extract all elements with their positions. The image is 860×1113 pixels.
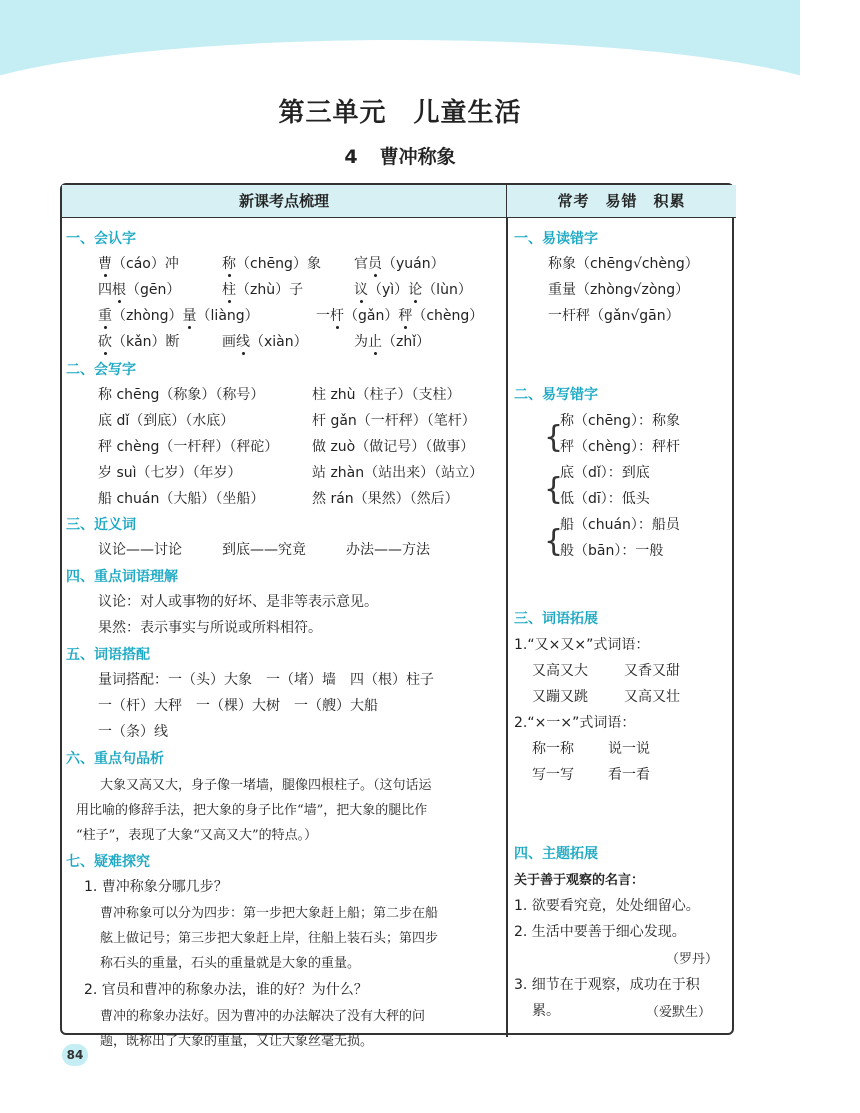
answer-line: 舷上做记号；第三步把大象赶上岸，往船上装石头；第四步: [100, 931, 439, 946]
quotes-subtitle: 关于善于观察的名言：: [514, 873, 645, 888]
word-item: 称一称: [532, 741, 574, 757]
section-title: 六、重点句品析: [66, 751, 164, 767]
definition-line: 果然：表示事实与所说或所料相符。: [98, 620, 322, 636]
writing-item: 岁 suì（七岁）（年岁）: [98, 465, 242, 481]
quote-line: 3. 细节在于观察，成功在于积: [514, 977, 700, 993]
section-title: 四、主题拓展: [514, 846, 598, 862]
synonym-pair: 办法——方法: [346, 542, 430, 558]
misread-item: 重量（zhòng√zòng）: [548, 282, 690, 298]
vocab-item: 议（yì）论（lùn）: [354, 282, 472, 298]
writing-item: 然 rán（果然）（然后）: [312, 491, 459, 507]
page-number: 84: [62, 1044, 88, 1066]
word-item: 又香又甜: [624, 663, 680, 679]
analysis-line: “柱子”，表现了大象“又高又大”的特点。）: [76, 828, 318, 843]
right-column: [508, 217, 734, 1037]
vocab-item: 称（chēng）象: [222, 256, 321, 272]
word-item: 又蹦又跳: [532, 689, 588, 705]
answer-line: 题，既称出了大象的重量，又让大象丝毫无损。: [100, 1034, 374, 1049]
vocab-item: 为止（zhǐ）: [354, 334, 431, 350]
question: 2. 官员和曹冲的称象办法，谁的好？为什么？: [84, 982, 368, 998]
analysis-line: 大象又高又大，身子像一堵墙，腿像四根柱子。（这句话运: [100, 778, 432, 793]
misread-item: 一杆秤（gǎn√gān）: [548, 308, 680, 324]
section-title: 三、近义词: [66, 517, 136, 533]
vocab-item: 官员（yuán）: [354, 256, 445, 272]
left-column-header: 新课考点梳理: [62, 185, 507, 218]
writing-item: 杆 gǎn（一杆秤）（笔杆）: [312, 413, 476, 429]
question: 1. 曹冲称象分哪几步？: [84, 879, 228, 895]
lesson-number: 4: [344, 146, 358, 168]
answer-line: 曹冲的称象办法好。因为曹冲的办法解决了没有大秤的问: [100, 1009, 426, 1024]
writing-item: 船 chuán（大船）（坐船）: [98, 491, 265, 507]
synonym-pair: 到底——究竟: [222, 542, 306, 558]
miswrite-item: 低（dī）：低头: [560, 491, 650, 507]
section-title: 二、会写字: [66, 362, 136, 378]
section-title: 一、易读错字: [514, 231, 598, 247]
answer-line: 称石头的重量，石头的重量就是大象的重量。: [100, 956, 361, 971]
writing-item: 站 zhàn（站出来）（站立）: [312, 465, 484, 481]
lesson-title: [0, 142, 800, 169]
brace: {: [544, 420, 564, 455]
section-title: 一、会认字: [66, 231, 136, 247]
quote-line: 1. 欲要看究竟，处处细留心。: [514, 898, 700, 914]
synonym-pair: 议论——讨论: [98, 542, 182, 558]
section-title: 五、词语搭配: [66, 647, 150, 663]
content-frame: [60, 183, 734, 1049]
miswrite-item: 秤（chèng）：秤杆: [560, 439, 680, 455]
vocab-item: 砍（kǎn）断: [98, 334, 180, 350]
answer-line: 曹冲称象可以分为四步：第一步把大象赶上船；第二步在船: [100, 906, 439, 921]
pattern-heading: 1.“又×又×”式词语：: [514, 637, 650, 653]
section-title: 三、词语拓展: [514, 611, 598, 627]
brace: {: [544, 524, 564, 559]
word-item: 说一说: [608, 741, 650, 757]
brace: {: [544, 472, 564, 507]
vocab-item: 曹（cáo）冲: [98, 256, 179, 272]
pattern-heading: 2.“×一×”式词语：: [514, 715, 636, 731]
miswrite-item: 船（chuán）：船员: [560, 517, 680, 533]
writing-item: 底 dǐ（到底）（水底）: [98, 413, 235, 429]
lesson-name: 曹冲称象: [379, 146, 456, 168]
left-column: [62, 217, 506, 1049]
vocab-item: 画线（xiàn）: [222, 334, 308, 350]
writing-item: 秤 chèng（一杆秤）（秤砣）: [98, 439, 279, 455]
vocab-item: 四根（gēn）: [98, 282, 181, 298]
miswrite-item: 般（bān）：一般: [560, 543, 664, 559]
miswrite-item: 称（chēng）：称象: [560, 413, 680, 429]
collocation-line: 一（条）线: [98, 724, 168, 740]
unit-title: 第三单元 儿童生活: [278, 98, 522, 128]
writing-item: 柱 zhù（柱子）（支柱）: [312, 387, 461, 403]
analysis-line: 用比喻的修辞手法，把大象的身子比作“墙”，把大象的腿比作: [76, 803, 428, 818]
writing-item: 做 zuò（做记号）（做事）: [312, 439, 475, 455]
section-title: 二、易写错字: [514, 387, 598, 403]
misread-item: 称象（chēng√chèng）: [548, 256, 699, 272]
quote-line: 2. 生活中要善于细心发现。: [514, 924, 686, 940]
word-item: 又高又壮: [624, 689, 680, 705]
vocab-item: 重（zhòng）量（liàng）: [98, 308, 259, 324]
definition-line: 议论：对人或事物的好坏、是非等表示意见。: [98, 594, 378, 610]
word-item: 又高又大: [532, 663, 588, 679]
word-item: 看一看: [608, 767, 650, 783]
miswrite-item: 底（dǐ）：到底: [560, 465, 650, 481]
quote-line: 累。: [532, 1003, 560, 1019]
collocation-line: 量词搭配：一（头）大象 一（堵）墙 四（根）柱子: [98, 672, 434, 688]
quote-author: （罗丹）: [666, 952, 719, 967]
collocation-line: 一（杆）大秤 一（棵）大树 一（艘）大船: [98, 698, 378, 714]
word-item: 写一写: [532, 767, 574, 783]
section-title: 七、疑难探究: [66, 854, 150, 870]
vocab-item: 柱（zhù）子: [222, 282, 304, 298]
quote-author: （爱默生）: [646, 1005, 712, 1020]
writing-item: 称 chēng（称象）（称号）: [98, 387, 265, 403]
section-title: 四、重点词语理解: [66, 569, 178, 585]
right-column-header: 常考 易错 积累: [507, 185, 736, 218]
vocab-item: 一杆（gǎn）秤（chèng）: [316, 308, 484, 324]
